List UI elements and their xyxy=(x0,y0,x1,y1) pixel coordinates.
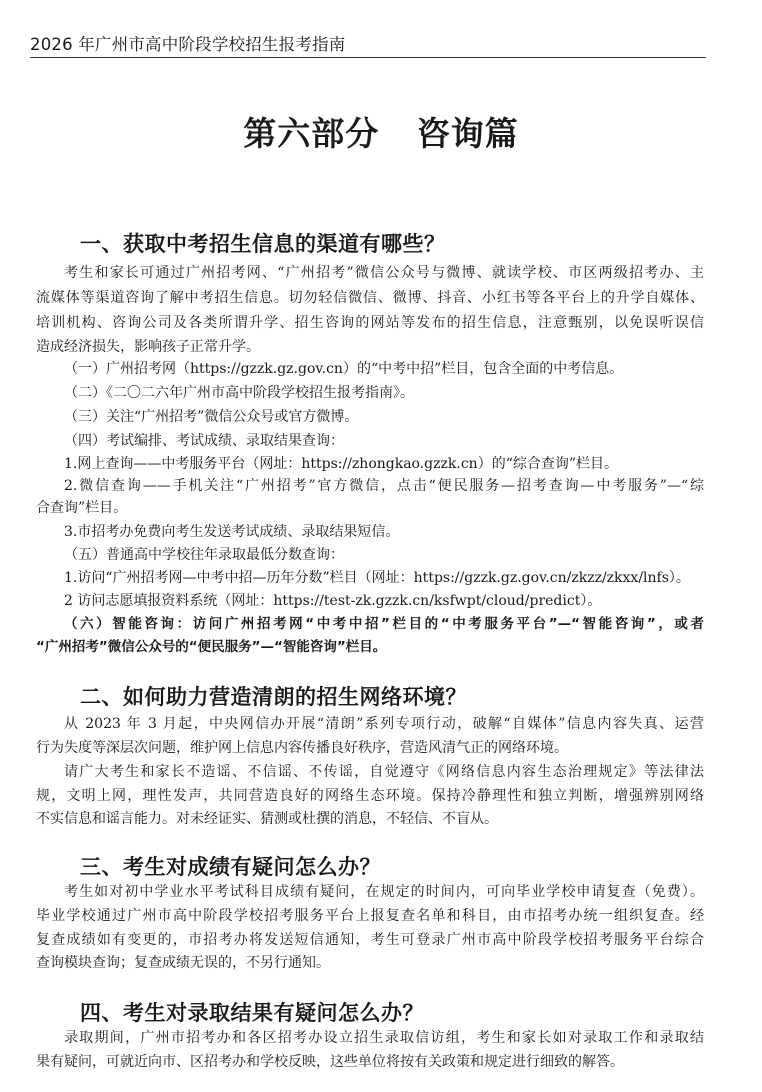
s1-subitem-5-2: 2 访问志愿填报资料系统（网址：https://test-zk.gzzk.cn/ksfwpt/cloud/predict）。 xyxy=(64,593,602,609)
s1-item-6-line-1: （六）智能咨询：访问广州招考网“中考中招”栏目的“中考服务平台”—“智能咨询”，或者 xyxy=(64,616,704,632)
s2-paragraph-2-line-3: 不实信息和谣言能力。对未经证实、猜测或杜撰的消息，不轻信、不盲从。 xyxy=(36,811,498,827)
s2-paragraph-1-line-1: 从 2023 年 3 月起，中央网信办开展“清朗”系列专项行动，破解“自媒体”信息内容失真、运营 xyxy=(64,716,704,732)
s1-item-2: （二）《二〇二六年广州市高中阶段学校招生报考指南》。 xyxy=(64,385,414,401)
section-3-title: 三、考生对成绩有疑问怎么办？ xyxy=(80,855,381,879)
s1-subitem-1: 1.网上查询——中考服务平台（网址：https://zhongkao.gzzk.cn）的“综合查询”栏目。 xyxy=(64,456,619,472)
section-4-title: 四、考生对录取结果有疑问怎么办？ xyxy=(80,1001,424,1025)
s1-item-5: （五）普通高中学校往年录取最低分数查询： xyxy=(64,547,344,563)
s1-subitem-2-line-1: 2.微信查询——手机关注“广州招考”官方微信，点击“便民服务—招考查询—中考服务”—“综 xyxy=(64,478,704,494)
page-header-title: 2026 年广州市高中阶段学校招生报考指南 xyxy=(30,35,346,54)
s1-subitem-3: 3.市招考办免费向考生发送考试成绩、录取结果短信。 xyxy=(64,524,400,540)
s3-paragraph-line-3: 复查成绩如有变更的，市招考办将发送短信通知，考生可登录广州市高中阶段学校招考服务平台综合 xyxy=(36,932,704,948)
s2-paragraph-1-line-2: 行为失度等深层次问题，维护网上信息内容传播良好秩序，营造风清气正的网络环境。 xyxy=(36,740,568,756)
s1-item-3: （三）关注“广州招考”微信公众号或官方微博。 xyxy=(64,409,359,425)
header-divider xyxy=(30,57,706,58)
s1-item-4: （四）考试编排、考试成绩、录取结果查询： xyxy=(64,433,344,449)
s1-paragraph-line-3: 培训机构、咨询公司及各类所谓升学、招生咨询的网站等发布的招生信息，注意甄别，以免误听误信 xyxy=(36,315,704,331)
s3-paragraph-line-1: 考生如对初中学业水平考试科目成绩有疑问，在规定的时间内，可向毕业学校申请复查（免费）。 xyxy=(64,884,704,900)
s2-paragraph-2-line-2: 规，文明上网，理性发声，共同营造良好的网络生态环境。保持冷静理性和独立判断，增强辨别网络 xyxy=(36,788,704,804)
s4-paragraph-line-1: 录取期间，广州市招考办和各区招考办设立招生录取信访组，考生和家长如对录取工作和录取结 xyxy=(64,1030,704,1046)
s3-paragraph-line-2: 毕业学校通过广州市高中阶段学校招考服务平台上报复查名单和科目，由市招考办统一组织复查。经 xyxy=(36,908,704,924)
part-title: 第六部分 咨询篇 xyxy=(243,114,519,153)
s1-subitem-2-line-2: 合查询”栏目。 xyxy=(36,500,128,516)
s2-paragraph-2-line-1: 请广大考生和家长不造谣、不信谣、不传谣，自觉遵守《网络信息内容生态治理规定》等法律法 xyxy=(64,764,704,780)
section-2-title: 二、如何助力营造清朗的招生网络环境？ xyxy=(80,685,467,709)
s1-item-1: （一）广州招考网（https://gzzk.gz.gov.cn）的“中考中招”栏目，包含全面的中考信息。 xyxy=(64,361,624,377)
s1-subitem-5-1: 1.访问“广州招考网—中考中招—历年分数”栏目（网址：https://gzzk.gz.gov.cn/zkzz/zkxx/lnfs）。 xyxy=(64,570,690,586)
s1-item-6-line-2: “广州招考”微信公众号的“便民服务”—“智能咨询”栏目。 xyxy=(36,639,387,655)
s1-paragraph-line-2: 流媒体等渠道咨询了解中考招生信息。切勿轻信微信、微博、抖音、小红书等各平台上的升学自媒体、 xyxy=(36,290,704,306)
s1-paragraph-line-1: 考生和家长可通过广州招考网、“广州招考”微信公众号与微博、就读学校、市区两级招考办、主 xyxy=(64,265,704,281)
section-1-title: 一、获取中考招生信息的渠道有哪些？ xyxy=(80,232,446,256)
s1-paragraph-line-4: 造成经济损失，影响孩子正常升学。 xyxy=(36,339,260,355)
s4-paragraph-line-2: 果有疑问，可就近向市、区招考办和学校反映，这些单位将按有关政策和规定进行细致的解答。 xyxy=(36,1054,624,1070)
s3-paragraph-line-4: 查询模块查询；复查成绩无误的，不另行通知。 xyxy=(36,955,330,971)
